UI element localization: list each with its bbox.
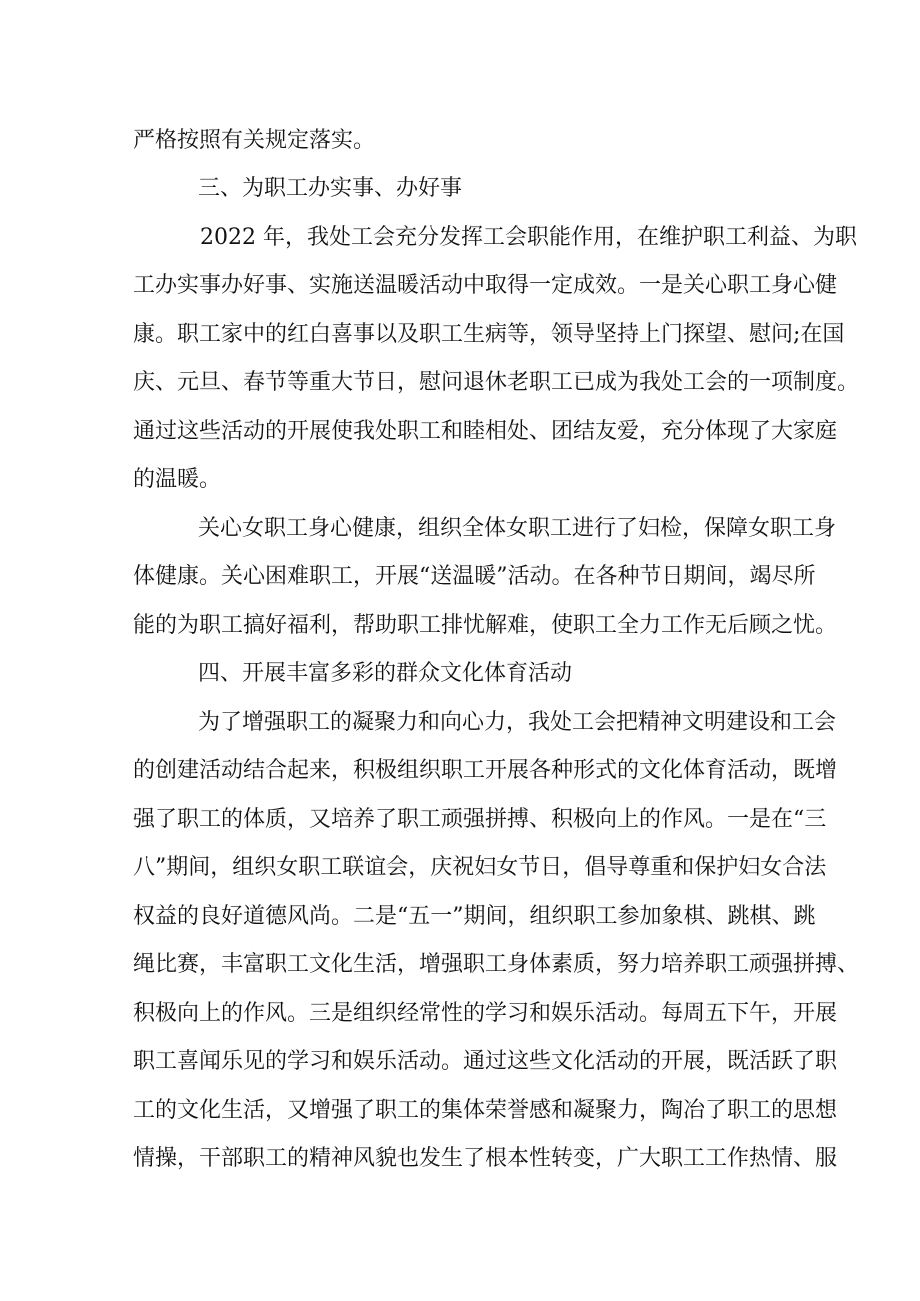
paragraph-line: 严格按照有关规定落实。 [133,128,376,153]
paragraph-line: 关心女职工身心健康，组织全体女职工进行了妇检，保障女职工身 [198,516,837,541]
paragraph-line: 工的文化生活，又增强了职工的集体荣誉感和凝聚力，陶冶了职工的思想 [133,1098,838,1123]
paragraph-line: 权益的良好道德风尚。二是“五一”期间，组织职工参加象棋、跳棋、跳 [133,904,816,929]
paragraph-line: 的温暖。 [133,467,222,492]
paragraph-line: 工办实事办好事、实施送温暖活动中取得一定成效。一是关心职工身心健 [133,273,838,298]
paragraph-line: 能的为职工搞好福利，帮助职工排忧解难，使职工全力工作无后顾之忧。 [133,613,838,638]
paragraph-line: 为了增强职工的凝聚力和向心力，我处工会把精神文明建设和工会 [198,710,837,735]
paragraph-line: 康。职工家中的红白喜事以及职工生病等，领导坚持上门探望、慰问;在国 [133,322,845,347]
paragraph-line: 八”期间，组织女职工联谊会，庆祝妇女节日，倡导尊重和保护妇女合法 [133,855,827,880]
paragraph-line: 通过这些活动的开展使我处职工和睦相处、团结友爱，充分体现了大家庭 [133,419,838,444]
paragraph-line: 庆、元旦、春节等重大节日，慰问退休老职工已成为我处工会的一项制度。 [133,370,860,395]
paragraph-line: 绳比赛，丰富职工文化生活，增强职工身体素质，努力培养职工顽强拼搏、 [133,952,860,977]
section-heading: 三、为职工办实事、办好事 [198,176,463,201]
paragraph-line: 情操，干部职工的精神风貌也发生了根本性转变，广大职工工作热情、服 [133,1146,838,1171]
paragraph-line: 的创建活动结合起来，积极组织职工开展各种形式的文化体育活动，既增 [133,758,838,783]
paragraph-line: 职工喜闻乐见的学习和娱乐活动。通过这些文化活动的开展，既活跃了职 [133,1049,838,1074]
paragraph-line: 体健康。关心困难职工，开展“送温暖”活动。在各种节日期间，竭尽所 [133,564,816,589]
section-heading: 四、开展丰富多彩的群众文化体育活动 [198,661,573,686]
paragraph-line: 强了职工的体质，又培养了职工顽强拼搏、积极向上的作风。一是在“三 [133,807,827,832]
paragraph-line: 积极向上的作风。三是组织经常性的学习和娱乐活动。每周五下午，开展 [133,1001,838,1026]
paragraph-line: 2022 年，我处工会充分发挥工会职能作用，在维护职工利益、为职 [200,225,857,250]
